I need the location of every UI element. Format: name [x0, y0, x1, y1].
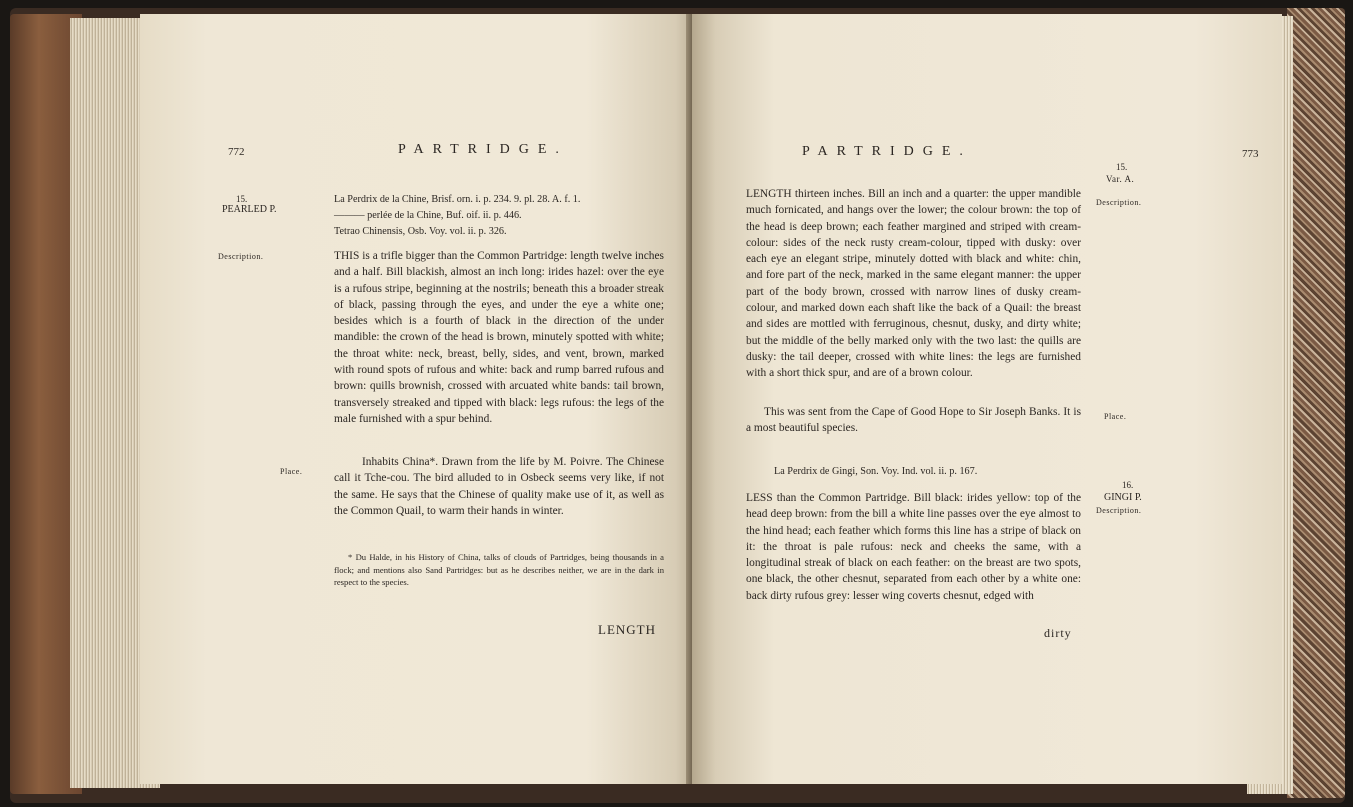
synonym-line: La Perdrix de la Chine, Brisf. orn. i. p. 234. 9. pl. 28. A. f. 1. [334, 194, 581, 205]
margin-number: 15. [236, 194, 248, 204]
margin-description-label-2: Description. [1096, 506, 1142, 515]
running-head-left: PARTRIDGE. [398, 142, 568, 157]
synonym-line-gingi: La Perdrix de Gingi, Son. Voy. Ind. vol. ii. p. 167. [774, 466, 978, 477]
footnote: * Du Halde, in his History of China, talks of clouds of Partridges, being thousands in a flock; and mentions also Sand Partridges: but as he describes neither, we are in the dark in respect to the species. [334, 552, 664, 587]
margin-description-label: Description. [1096, 198, 1142, 207]
description-text [334, 248, 664, 427]
margin-species-name: PEARLED P. [222, 204, 277, 215]
description-paragraph: THIS is a trifle bigger than the Common Partridge: length twelve inches and a half. Bill blackish, almost an inch long: irides hazel: over the eye is a rufous stripe, beginning at the nostrils; beneath this a broader streak of black, passing through the eyes, and under the eye a white one; besides which is a fourth of black in the direction of the under mandible: the crown of the head is brown, minutely spotted with white; the throat white: neck, breast, belly, sides, and vent, brown, marked with round spots of rufous and white: back and rump barred rufous and brown: quills brownish, crossed with arcuated white bands: tail brown, transversely streaked and tipped with black: legs rufous: the legs of the male furnished with a spur behind. [334, 250, 664, 425]
margin-description-label: Description. [218, 252, 264, 261]
gingi-description: LESS than the Common Partridge. Bill black: irides yellow: top of the head deep brown: from the bill a white line passes over the eye almost to the hind head; each feather which forms this line has a stripe of black on it: the throat is pale rufous: neck and cheeks the same, with a longitudinal streak of black on each feather: on the breast are two spots, one black, the other chesnut, separated from each other by a white one: back dirty rufous grey: lesser wing coverts chesnut, edged with [746, 492, 1081, 602]
margin-variety: Var. A. [1106, 174, 1135, 184]
right-cover [1287, 8, 1345, 798]
margin-number: 15. [1116, 162, 1128, 172]
right-page [692, 14, 1282, 784]
margin-place-label: Place. [280, 467, 303, 476]
page-number-left: 772 [228, 146, 245, 158]
running-head-right: PARTRIDGE. [802, 144, 972, 159]
catchword-left: LENGTH [598, 622, 656, 637]
margin-number-2: 16. [1122, 480, 1134, 490]
margin-species-name-2: GINGI P. [1104, 492, 1142, 503]
variety-place: This was sent from the Cape of Good Hope to Sir Joseph Banks. It is a most beautiful species. [746, 406, 1081, 435]
synonym-line: ——— perlée de la Chine, Buf. oif. ii. p. 446. [334, 210, 522, 221]
page-number-right: 773 [1242, 148, 1259, 160]
place-text: Inhabits China*. Drawn from the life by M. Poivre. The Chinese call it Tche-cou. The bird alluded to in Osbeck seems very like, if not the same. He says that the Chinese of quality make use of it, as well as the Common Quail, to warm their hands in winter. [334, 456, 664, 517]
variety-description: LENGTH thirteen inches. Bill an inch and a quarter: the upper mandible much fornicated, and hangs over the lower; the colour brown: the top of the head is deep brown; each feather margined and striped with cream-colour: sides of the neck rusty cream-colour, tipped with dusky: over each eye an elegant stripe, minutely dotted with black and white: chin, and fore part of the neck, marked in the same elegant manner: the upper part of the body brown, crossed with narrow lines of dusky cream-colour, and marked down each shaft like the back of a Quail: the breast and sides are mottled with ferruginous, chesnut, dusky, and dirty white; but the middle of the belly marked only with the two last: the quills are dusky: the tail deeper, crossed with white lines: the legs are furnished with a short thick spur, and are of a brown colour. [746, 188, 1081, 380]
margin-place-label: Place. [1104, 412, 1127, 421]
catchword-right: dirty [1044, 626, 1072, 640]
left-page [140, 14, 698, 784]
synonym-line: Tetrao Chinensis, Osb. Voy. vol. ii. p. 326. [334, 226, 507, 237]
